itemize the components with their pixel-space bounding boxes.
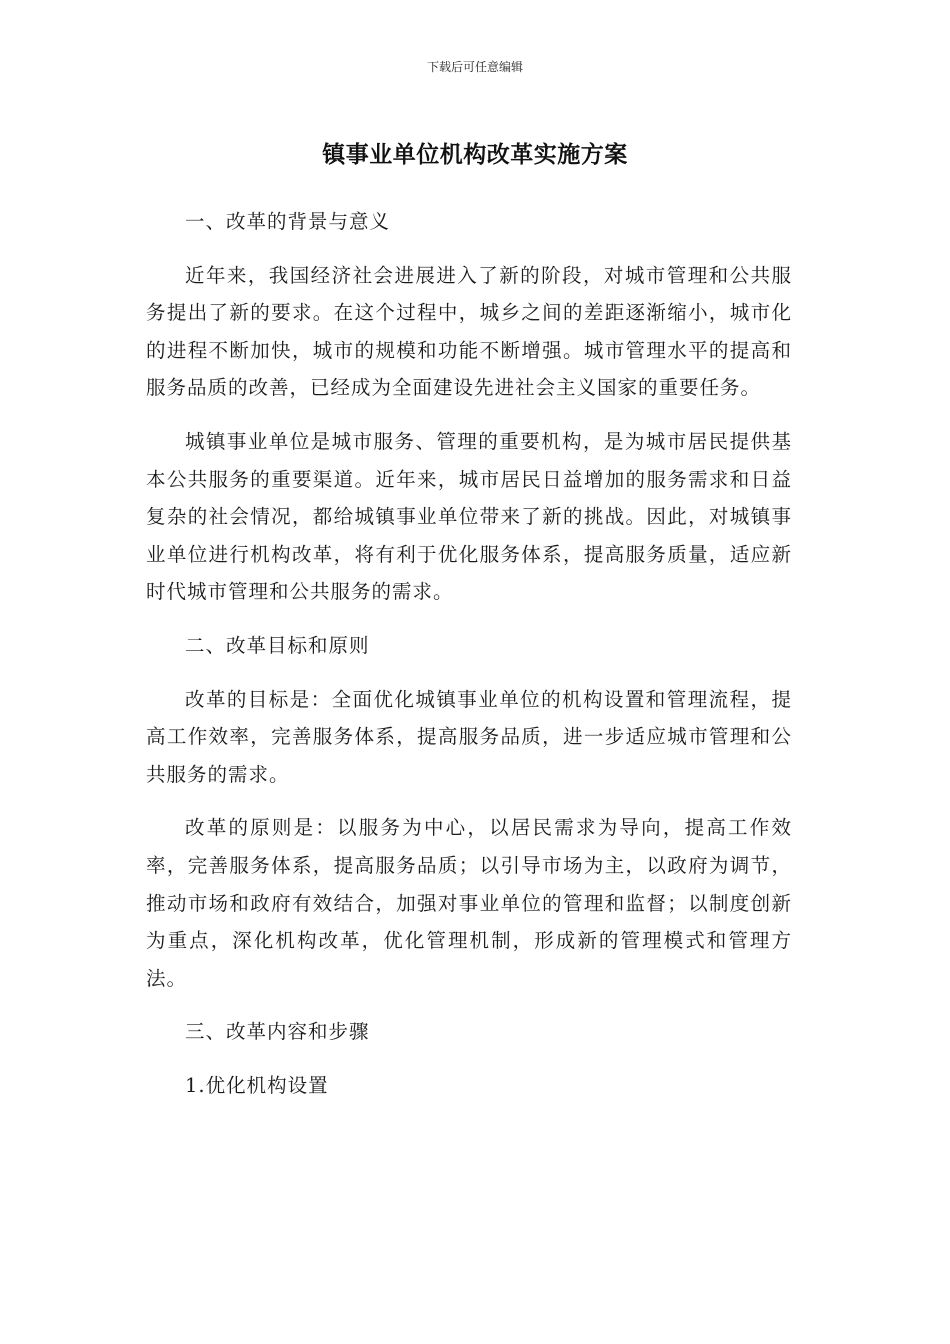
paragraph-principles: 改革的原则是：以服务为中心，以居民需求为导向，提高工作效率，完善服务体系，提高服务品质；以引导市场为主，以政府为调节，推动市场和政府有效结合，加强对事业单位的管理和监督；以制度创新为重点，深化机构改革，优化管理机制，形成新的管理模式和管理方法。 bbox=[146, 816, 792, 990]
paragraph-goals: 改革的目标是：全面优化城镇事业单位的机构设置和管理流程，提高工作效率，完善服务体系，提高服务品质，进一步适应城市管理和公共服务的需求。 bbox=[146, 687, 792, 786]
subheading-optimize-structure: 1.优化机构设置 bbox=[185, 1073, 329, 1097]
paragraph-background-1: 近年来，我国经济社会进展进入了新的阶段，对城市管理和公共服务提出了新的要求。在这个过程中，城乡之间的差距逐渐缩小，城市化的进程不断加快，城市的规模和功能不断增强。城市管理水平的提高和服务品质的改善，已经成为全面建设先进社会主义国家的重要任务。 bbox=[146, 263, 792, 400]
section-heading-content-steps: 三、改革内容和步骤 bbox=[185, 1020, 370, 1044]
section-heading-background: 一、改革的背景与意义 bbox=[185, 210, 391, 233]
header-note: 下载后可任意编辑 bbox=[426, 60, 523, 74]
document-title: 镇事业单位机构改革实施方案 bbox=[322, 142, 628, 168]
section-heading-goals: 二、改革目标和原则 bbox=[185, 633, 370, 657]
document-body bbox=[146, 203, 792, 1120]
paragraph-background-2: 城镇事业单位是城市服务、管理的重要机构，是为城市居民提供基本公共服务的重要渠道。近年来，城市居民日益增加的服务需求和日益复杂的社会情况，都给城镇事业单位带来了新的挑战。因此，对城镇事业单位进行机构改革，将有利于优化服务体系，提高服务质量，适应新时代城市管理和公共服务的需求。 bbox=[146, 429, 792, 604]
